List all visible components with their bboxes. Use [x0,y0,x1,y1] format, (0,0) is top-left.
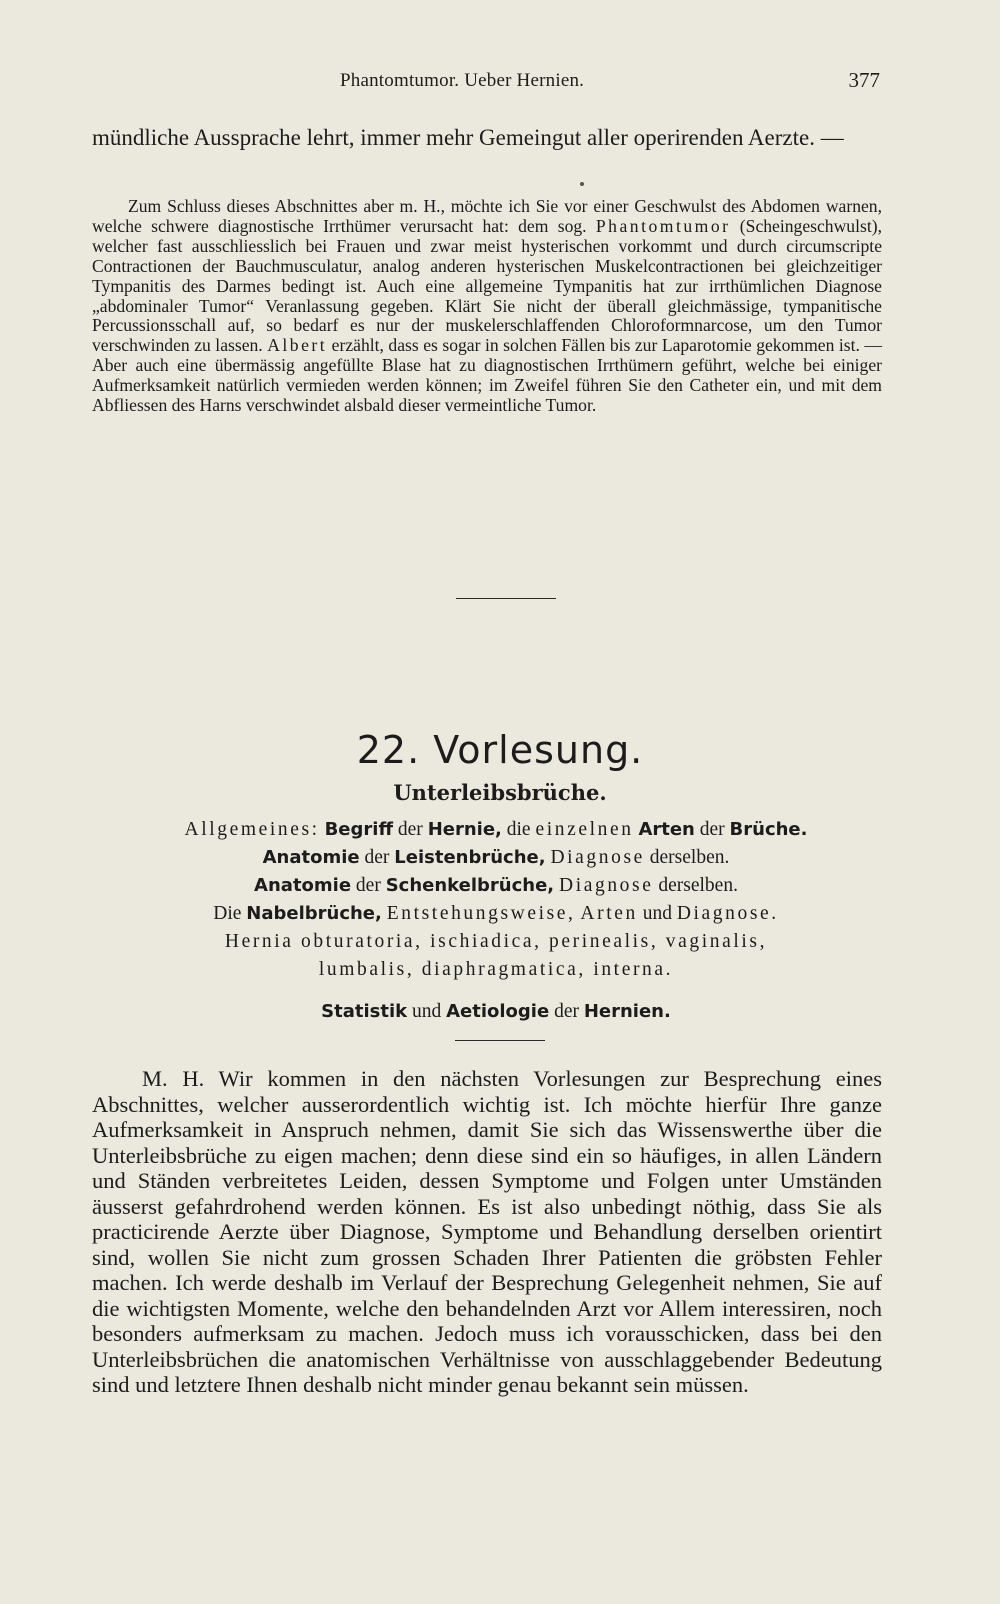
term-statistik: Statistik [321,1001,408,1022]
term-anatomie: Anatomie [254,875,352,896]
word-und: und [411,1001,442,1022]
word-entstehungsweise: Entstehungsweise, [386,903,576,924]
word-der: der [699,819,725,840]
contents-heading: Allgemeines: [184,819,320,840]
term-schenkelbruche: Schenkelbrüche, [385,875,555,896]
word-die: Die [213,903,242,924]
phantomtumor-paragraph [92,197,882,416]
phantomtumor-text-3: erzählt, dass es sogar in solchen Fällen bis zur Laparotomie gekommen ist. — Aber auch eine übermässig angefüllte Blase hat zu diagnostischen Irrthümern geführt, welche bei einiger Aufmerksamkeit natürlich vermieden werden können; im Zweifel führen Sie den Catheter ein, und mit dem Abfliessen des Harns verschwindet alsbald dieser vermeintliche Tumor. [92,335,882,416]
phantomtumor-text-2: (Scheingeschwulst), welcher fast ausschliesslich bei Frauen und zwar meist hysterischen vorkommt und durch circumscripte Contractionen der Bauchmusculatur, analog anderen hysterischen Muskelcontractionen bei gleichzeitiger Tympanitis des Darmes bedingt ist. Auch eine allgemeine Tympanitis hat zur irrthümlichen Diagnose „abdominaler Tumor“ Veranlassung gegeben. Klärt Sie nicht der überall gleichmässige, tympanitische Percussionsschall auf, so bedarf es nur der muskelerschlaffenden Chloroformnarcose, um den Tumor verschwinden zu lassen. [92,215,882,356]
term-nabelbruche: Nabelbrüche, [246,903,382,924]
section-rule-bottom [455,1040,545,1041]
term-aetiologie: Aetiologie [446,1001,550,1022]
contents-line-4 [92,900,900,928]
term-arten: Arten [638,819,695,840]
term-bruche: Brüche. [729,819,808,840]
term-leistenbruche: Leistenbrüche, [394,847,546,868]
phantomtumor-term: Phantomtumor [595,215,731,236]
word-diagnose: Diagnose. [676,903,779,924]
word-einzelnen: einzelnen [535,819,634,840]
word-und: und [642,903,672,924]
contents-line-3 [92,872,900,900]
term-hernien: Hernien. [583,1001,671,1022]
contents-line-6: lumbalis, diaphragmatica, interna. [318,959,674,980]
page-number: 377 [848,68,880,92]
phantomtumor-text-1: Zum Schluss dieses Abschnittes aber m. H., möchte ich Sie vor einer Geschwulst des Abdomen warnen, welche schwere diagnostische Irrthümer verursacht hat: dem sog. [92,196,882,236]
word-derselben: derselben. [658,875,738,896]
word-der: der [355,875,381,896]
lecture-title: 22. Vorlesung. [356,728,644,772]
page-header [92,66,884,96]
word-diagnose: Diagnose [550,847,645,868]
word-der: der [397,819,423,840]
intro-paragraph: mündliche Aussprache lehrt, immer mehr Gemeingut aller operirenden Aerzte. — [92,125,844,150]
word-die: die [506,819,531,840]
contents-line-5: Hernia obturatoria, ischiadica, perinealis, vaginalis, [224,931,768,952]
separator-dot [580,182,584,186]
word-arten: Arten [580,903,638,924]
word-der: der [554,1001,579,1022]
author-name: Albert [267,335,328,356]
lecture-subtitle: Unterleibsbrüche. [393,780,607,805]
contents-line-1 [92,816,900,844]
word-derselben: derselben. [649,847,730,868]
section-rule-top [456,598,556,599]
word-der: der [364,847,390,868]
running-head: Phantomtumor. Ueber Hernien. [340,70,585,91]
term-hernie: Hernie, [427,819,502,840]
contents-line-2 [92,844,900,872]
lecture-contents [92,816,900,1026]
term-anatomie: Anatomie [262,847,360,868]
word-diagnose: Diagnose [559,875,654,896]
lecture-body-paragraph: M. H. Wir kommen in den nächsten Vorlesungen zur Besprechung eines Abschnittes, welcher ausserordentlich wichtig ist. Ich möchte hierfür Ihre ganze Aufmerksamkeit in Anspruch nehmen, damit Sie sich das Wissenswerthe über die Unterleibsbrüche zu eigen machen; denn diese sind ein so häufiges, in allen Ländern und Ständen verbreitetes Leiden, dessen Symptome und Folgen unter Umständen äusserst gefahrdrohend werden können. Es ist also unbedingt nöthig, dass Sie als practicirende Aerzte über Diagnose, Symptome und Behandlung derselben orientirt sind, wollen Sie nicht zum grossen Schaden Ihrer Patienten die gröbsten Fehler machen. Ich werde deshalb im Verlauf der Besprechung Gelegenheit nehmen, Sie auf die wichtigsten Momente, welche den behandelnden Arzt vor Allem interessiren, noch besonders aufmerksam zu machen. Jedoch muss ich vorausschicken, dass bei den Unterleibsbrüchen die anatomischen Verhältnisse von ausschlaggebender Bedeutung sind und letztere Ihnen deshalb nicht minder genau bekannt sein müssen. [92,1066,882,1397]
term-begriff: Begriff [324,819,394,840]
contents-line-7 [92,998,900,1026]
